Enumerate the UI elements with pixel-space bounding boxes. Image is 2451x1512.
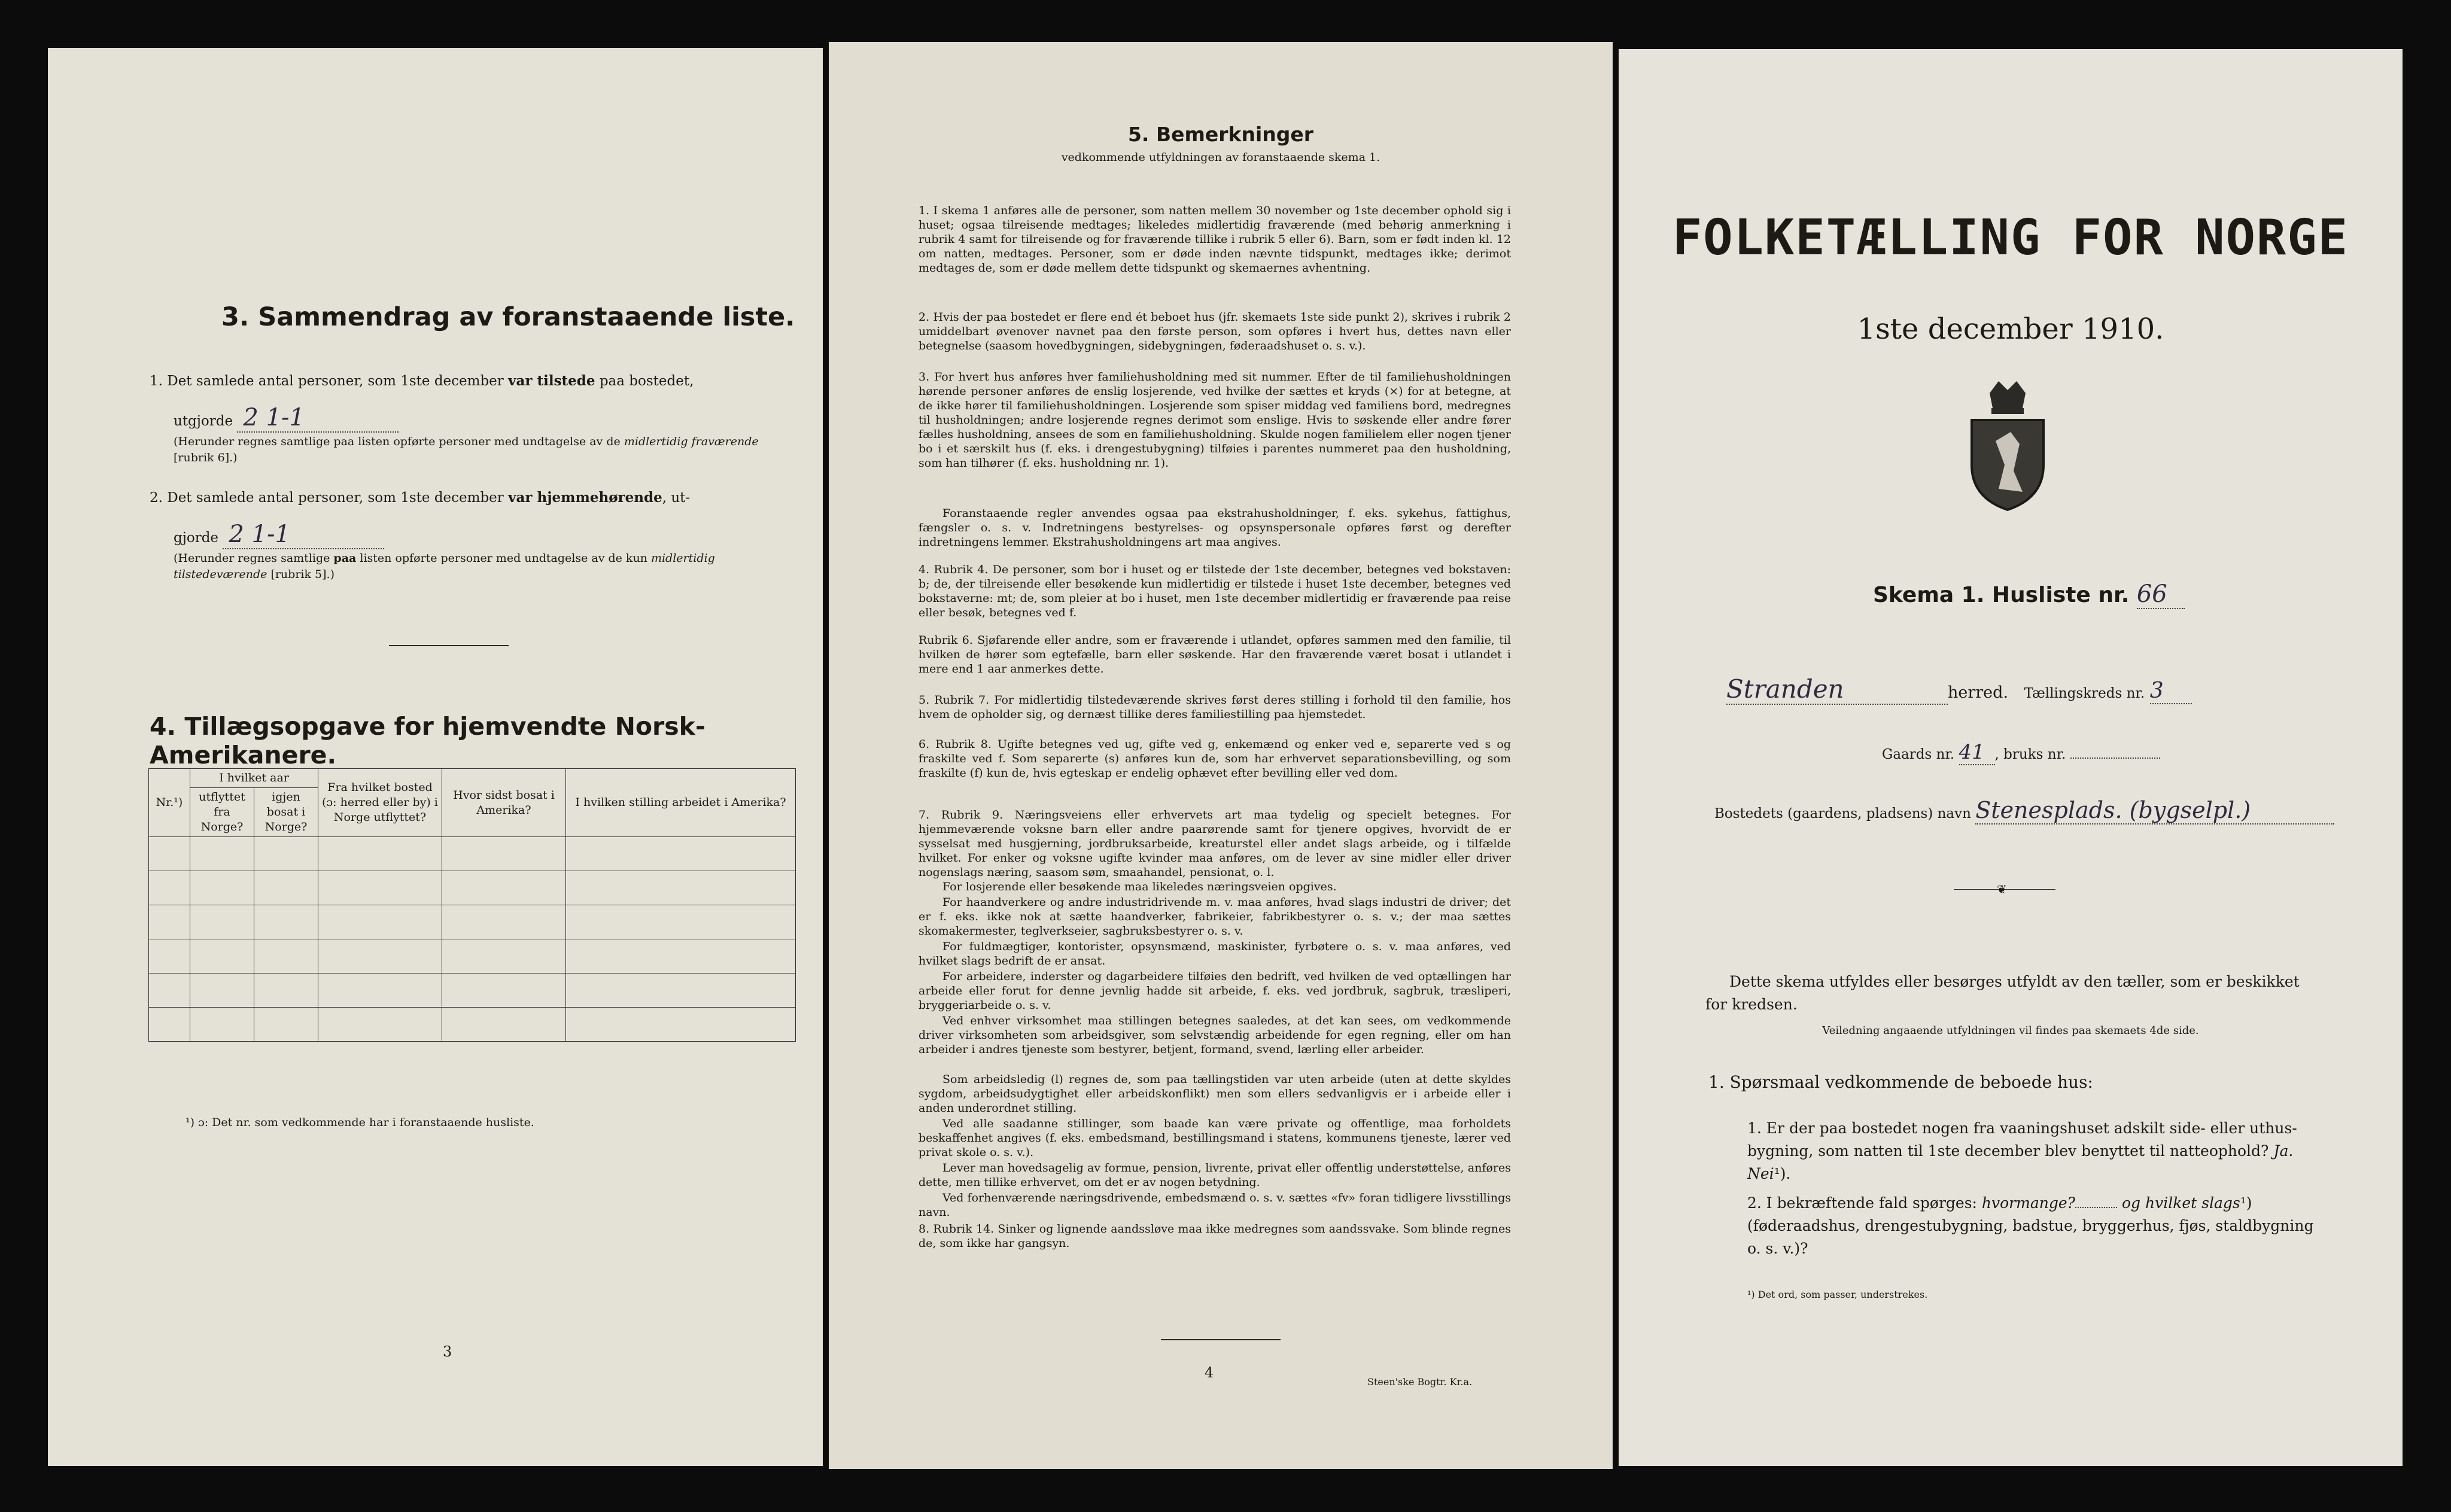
- page-number: 3: [443, 1343, 452, 1360]
- remark-4: 4. Rubrik 4. De personer, som bor i huset og er tilstede der 1ste december, betegnes ved bokstaven: b; de, der tilreisende eller besøkende kun midlertidig er tilstede i huset 1ste december, betegnes ved bokstaverne: mt; de, som pleier at bo i huset, men 1ste december midlertidig er fraværende paa reise eller besøk, betegnes ved f.: [919, 563, 1511, 619]
- remark-3: 3. For hvert hus anføres hver familiehusholdning med sit nummer. Efter de til familiehusholdningen hørende personer anføres de enslig losjerende, ved hvilke der sættes et kryds (×) for at betegne, at de ikke hører til familiehusholdningen. Losjerende som spiser middag ved familiens bord, medregnes til husholdningen; andre losjerende regnes derimot som enslige. Hvis to søskende eller andre fører fælles husholdning, ansees de som en familiehusholdning. Skulde nogen familielem eller nogen tjener bo i et særskilt hus (f. eks. i drengestubygning) tilføies i parentes nummeret paa den husholdning, som han tilhører (f. eks. husholdning nr. 1).: [919, 370, 1511, 470]
- printer-mark: Steen'ske Bogtr. Kr.a.: [1367, 1376, 1473, 1388]
- handwritten-count-resident: 2 1-1: [223, 521, 384, 549]
- col-utflyttet: utflyttet fra Norge?: [190, 788, 254, 837]
- gaards-value: 41: [1959, 740, 1995, 765]
- question-2-note: (Herunder regnes samtlige paa listen opførte personer med undtagelse av de kun midlertidig tilstedeværende [rubrik 5].): [174, 552, 715, 581]
- table-row: [149, 939, 796, 973]
- remark-4b: Rubrik 6. Sjøfarende eller andre, som er fraværende i utlandet, opføres sammen med den familie, til hvilken de hører som egtefælle, barn eller søskende. Har den fraværende været bosat i utlandet i mere end 1 aar anmerkes dette.: [919, 634, 1511, 676]
- table-row: [149, 973, 796, 1008]
- question-1: 1. Det samlede antal personer, som 1ste december var tilstede paa bostedet,: [150, 373, 694, 389]
- bosted-value: Stenesplads. (bygselpl.): [1975, 797, 2334, 825]
- handwritten-count-present: 2 1-1: [237, 404, 399, 433]
- question-2: 2. Det samlede antal personer, som 1ste december var hjemmehørende, ut-: [150, 489, 691, 506]
- col-group-year: I hvilket aar: [190, 769, 318, 788]
- kreds-value: 3: [2150, 679, 2192, 704]
- census-date: 1ste december 1910.: [1857, 312, 2164, 346]
- section-3-title: 3. Sammendrag av foranstaaende liste.: [221, 302, 795, 332]
- husliste-number: 66: [2137, 580, 2185, 609]
- intro-note: Veiledning angaaende utfyldningen vil findes paa skemaets 4de side.: [1822, 1024, 2199, 1037]
- col-herred: Fra hvilket bosted (ɔ: herred eller by) i Norge utflyttet?: [318, 769, 442, 837]
- skema-row: Skema 1. Husliste nr. 66: [1873, 580, 2185, 609]
- census-title: FOLKETÆLLING FOR NORGE: [1672, 209, 2349, 266]
- remark-7h: Ved alle saadanne stillinger, som baade kan være private og offentlige, maa forholdets beskaffenhet angives (f. eks. embedsmand, bestillingsmand i statens, kommunens tjeneste, lærer ved privat skole o. s. v.).: [919, 1117, 1511, 1159]
- remark-7i: Lever man hovedsagelig av formue, pension, livrente, privat eller offentlig understøttelse, anføres dette, men tillike erhvervet, om det er av nogen betydning.: [919, 1161, 1511, 1189]
- remark-1: 1. I skema 1 anføres alle de personer, som natten mellem 30 november og 1ste december ophold sig i huset; ogsaa tilreisende medtages; likeledes midlertidig fraværende (med behørig anmerkning i rubrik 4 samt for tilreisende og for fraværende tillike i rubrik 5 eller 6). Barn, som er født inden kl. 12 om natten, medtages. Personer, som er døde inden nævnte tidspunkt, medtages ikke; derimot medtages de, som er døde mellem dette tidspunkt og skemaernes avhentning.: [919, 204, 1511, 275]
- herred-row: Stranden herred. Tællingskreds nr. 3: [1726, 674, 2192, 705]
- house-question-2: 2. I bekræftende fald spørges: hvormange? og hvilket slags¹) (føderaadshus, drengestubygning, badstue, bryggerhus, fjøs, staldbygning o. s. v.)?: [1747, 1194, 2314, 1257]
- remark-2: 2. Hvis der paa bostedet er flere end ét beboet hus (jfr. skemaets 1ste side punkt 2), skrives i rubrik 2 umiddelbart øvenover navnet paa den første person, som opføres i hvert hus, dettes navn eller betegnelse (saasom hovedbygningen, sidebygningen, føderaadshuset o. s. v.).: [919, 311, 1511, 352]
- remark-5: 5. Rubrik 7. For midlertidig tilstedeværende skrives først deres stilling i forhold til den familie, hos hvem de opholder sig, og dernæst tillike deres familiestilling paa hjemstedet.: [919, 693, 1511, 721]
- page-left: [48, 48, 823, 1466]
- norsk-amerikanere-table: [148, 768, 796, 1042]
- questions-heading: 1. Spørsmaal vedkommende de beboede hus:: [1708, 1072, 2093, 1092]
- intro-text: Dette skema utfyldes eller besørges utfyldt av den tæller, som er beskikket for kredsen.: [1705, 973, 2300, 1013]
- question-1-note: (Herunder regnes samtlige paa listen opførte personer med undtagelse av de midlertidig fraværende [rubrik 6].): [174, 435, 759, 464]
- remark-7b: For losjerende eller besøkende maa likeledes næringsveien opgives.: [942, 880, 1337, 893]
- question-1-answer-row: utgjorde 2 1-1: [174, 404, 399, 433]
- table-row: [149, 1008, 796, 1042]
- remarks-subtitle: vedkommende utfyldningen av foranstaaende skema 1.: [1061, 151, 1380, 164]
- remark-7g: Som arbeidsledig (l) regnes de, som paa tællingstiden var uten arbeide (uten at dette skyldes sygdom, arbeidsudygtighet eller arbeidskonflikt) men som ellers sedvanligvis er i arbeide eller i anden underordnet stilling.: [919, 1073, 1511, 1115]
- footnote: ¹) ɔ: Det nr. som vedkommende har i foranstaaende husliste.: [186, 1116, 534, 1129]
- remark-7d: For fuldmægtiger, kontorister, opsynsmænd, maskinister, fyrbøtere o. s. v. maa anføres, ved hvilket slags bedrift de er ansat.: [919, 940, 1511, 968]
- section-4-title: 4. Tillægsopgave for hjemvendte Norsk-Amerikanere.: [150, 712, 706, 769]
- col-bosat: igjen bosat i Norge?: [254, 788, 318, 837]
- bosted-row: Bostedets (gaardens, pladsens) navn Stenesplads. (bygselpl.): [1714, 797, 2334, 825]
- footnote: ¹) Det ord, som passer, understrekes.: [1747, 1289, 1928, 1300]
- table-row: [149, 837, 796, 871]
- col-amerika: Hvor sidst bosat i Amerika?: [442, 769, 566, 837]
- remark-7e: For arbeidere, inderster og dagarbeidere tilføies den bedrift, ved hvilken de ved optællingen har arbeide eller forut for denne jevnlig hadde sit arbeide, f. eks. ved jordbruk, sagbruk, træsliperi, bryggeriarbeide o. s. v.: [919, 970, 1511, 1012]
- herred-value: Stranden: [1726, 674, 1948, 705]
- table-row: [149, 871, 796, 905]
- remark-7j: Ved forhenværende næringsdrivende, embedsmænd o. s. v. sættes «fv» foran tidligere livsstillings navn.: [919, 1191, 1511, 1219]
- remark-3b: Foranstaaende regler anvendes ogsaa paa ekstrahusholdninger, f. eks. sykehus, fattighus, fængsler o. s. v. Indretningens bestyrelses- og opsynspersonale opføres først og derefter indretningens lemmer. Ekstrahusholdningens art maa angives.: [919, 507, 1511, 549]
- question-2-answer-row: gjorde 2 1-1: [174, 521, 384, 549]
- remark-7c: For haandverkere og andre industridrivende m. v. maa anføres, hvad slags industri de driver; det er f. eks. ikke nok at sætte haandverker, fabrikeier, fabrikbestyrer o. s. v.; der maa sættes skomakermester, teglverkseier, sagbruksbestyrer o. s. v.: [919, 896, 1511, 938]
- gaards-row: Gaards nr. 41 , bruks nr.: [1882, 740, 2160, 765]
- divider: [1161, 1339, 1281, 1340]
- col-stilling: I hvilken stilling arbeidet i Amerika?: [566, 769, 796, 837]
- coat-of-arms-icon: [1963, 375, 2052, 515]
- remarks-title: 5. Bemerkninger: [1127, 123, 1314, 146]
- remark-8: 8. Rubrik 14. Sinker og lignende aandssløve maa ikke medregnes som aandssvake. Som blinde regnes de, som ikke har gangsyn.: [919, 1222, 1511, 1250]
- page-middle: [829, 42, 1613, 1469]
- remark-6: 6. Rubrik 8. Ugifte betegnes ved ug, gifte ved g, enkemænd og enker ved e, separerte ved s og fraskilte ved f. Som separerte (s) anføres kun de, som har erhvervet separationsbevilling, og som fraskilte (f) kun de, hvis egteskap er endelig ophævet efter bevilling eller ved dom.: [919, 738, 1511, 780]
- ornament-icon: ❦: [1997, 882, 2007, 896]
- house-question-1: 1. Er der paa bostedet nogen fra vaaningshuset adskilt side- eller uthus-bygning, som natten til 1ste december blev benyttet til natteophold? Ja. Nei¹).: [1747, 1119, 2297, 1182]
- divider: [389, 645, 509, 646]
- table-row: [149, 905, 796, 939]
- remark-7f: Ved enhver virksomhet maa stillingen betegnes saaledes, at det kan sees, om vedkommende driver virksomheten som arbeidsgiver, som selvstændig arbeidende for egen regning, eller om han arbeider i andres tjeneste som bestyrer, betjent, formand, svend, lærling eller arbeider.: [919, 1014, 1511, 1056]
- page-right: [1619, 49, 2403, 1466]
- remark-7: 7. Rubrik 9. Næringsveiens eller erhvervets art maa tydelig og specielt betegnes. For hjemmeværende voksne barn eller andre paarørende samt for tjenere opgives, hvorvidt de er sysselsat med husgjerning, jordbruksarbeide, kreaturstel eller andet slags arbeide, og i tilfælde hvilket. For enker og voksne ugifte kvinder maa anføres, om de lever av sine midler eller driver nogenslags næring, saasom søm, smaahandel, pensionat, o. l.: [919, 808, 1511, 879]
- page-number: 4: [1205, 1364, 1214, 1381]
- col-nr: Nr.¹): [149, 769, 190, 837]
